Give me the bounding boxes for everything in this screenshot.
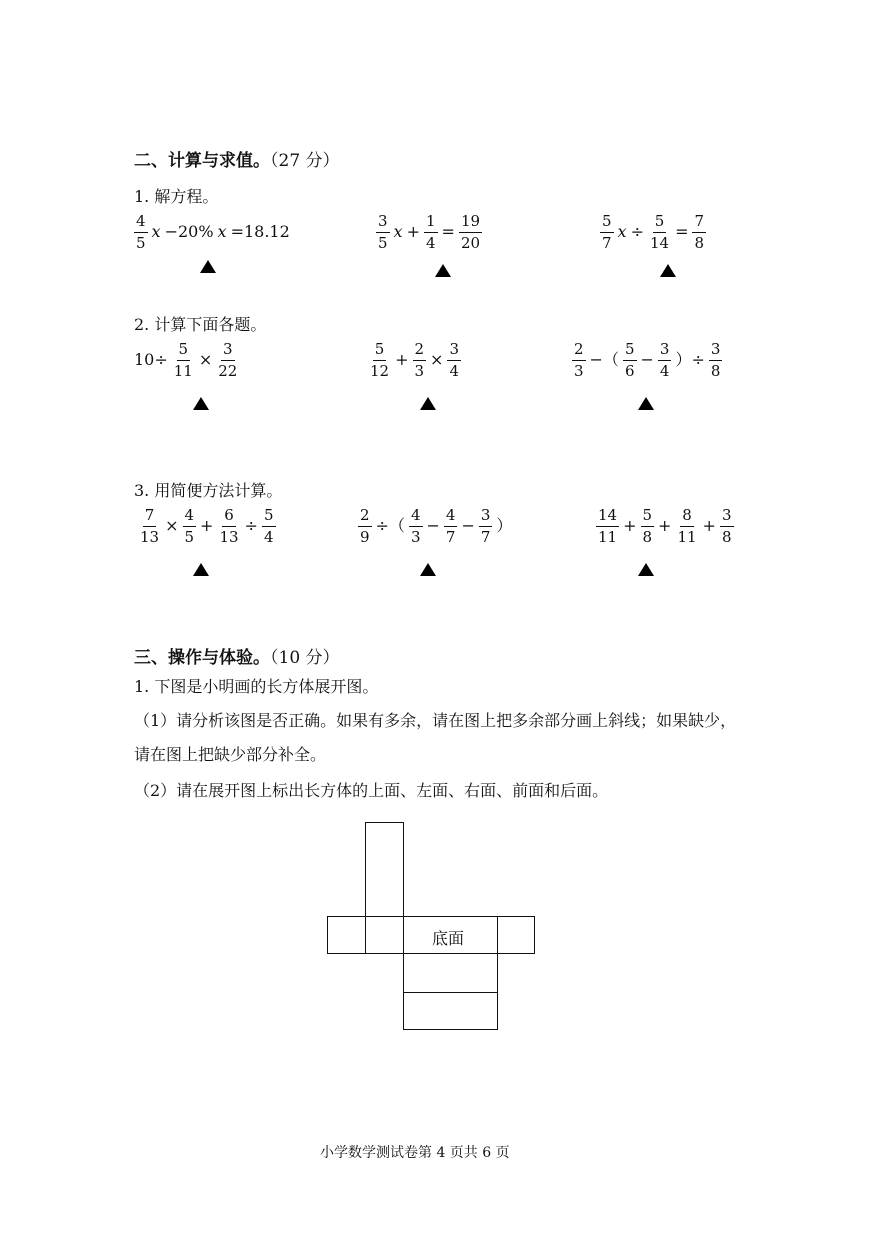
numerator: 3 bbox=[709, 340, 723, 361]
numerator: 5 bbox=[600, 212, 614, 233]
operator: + bbox=[406, 222, 420, 242]
fraction bbox=[709, 340, 723, 381]
operator: −（ bbox=[589, 350, 619, 370]
operator: ÷ bbox=[244, 516, 258, 536]
numerator: 14 bbox=[596, 506, 619, 527]
numerator: 4 bbox=[409, 506, 423, 527]
net-face-right bbox=[497, 916, 535, 954]
fraction bbox=[479, 506, 493, 547]
operator: ÷ bbox=[630, 222, 644, 242]
q3-expression-2 bbox=[356, 506, 514, 547]
q2-expression-2 bbox=[366, 340, 463, 381]
denominator: 11 bbox=[598, 527, 618, 546]
q1-equation-3 bbox=[598, 212, 708, 253]
fraction bbox=[648, 212, 671, 253]
net-face-below-2 bbox=[403, 992, 498, 1030]
denominator: 3 bbox=[414, 361, 425, 380]
fraction bbox=[138, 506, 161, 547]
section-3-heading bbox=[134, 643, 340, 668]
denominator: 9 bbox=[360, 527, 370, 546]
denominator: 7 bbox=[602, 233, 612, 252]
denominator: 6 bbox=[624, 361, 635, 380]
denominator: 22 bbox=[218, 361, 238, 380]
net-face-left-2 bbox=[365, 916, 404, 954]
fraction bbox=[447, 340, 461, 381]
operator: × bbox=[198, 350, 213, 370]
operator: −20% bbox=[164, 222, 214, 242]
numerator: 3 bbox=[447, 340, 461, 361]
black-triangle-icon bbox=[638, 563, 654, 576]
operator: × bbox=[165, 516, 179, 536]
operator: + bbox=[200, 516, 214, 536]
numerator: 4 bbox=[444, 506, 458, 527]
denominator: 12 bbox=[370, 361, 390, 380]
fraction bbox=[413, 340, 427, 381]
numerator: 5 bbox=[641, 506, 655, 527]
fraction bbox=[376, 212, 390, 253]
numerator: 5 bbox=[262, 506, 276, 527]
fraction bbox=[368, 340, 391, 381]
s3-instruction-2: （2）请在展开图上标出长方体的上面、左面、右面、前面和后面。 bbox=[134, 781, 609, 800]
net-bottom-label: 底面 bbox=[432, 929, 465, 948]
operator: − bbox=[640, 350, 654, 370]
fraction bbox=[641, 506, 655, 547]
numerator: 2 bbox=[413, 340, 427, 361]
denominator: 20 bbox=[460, 233, 481, 252]
variable: x bbox=[151, 222, 161, 242]
denominator: 5 bbox=[136, 233, 146, 252]
section-3-title: 三、操作与体验。 bbox=[134, 648, 270, 668]
denominator: 3 bbox=[410, 527, 421, 546]
fraction bbox=[444, 506, 458, 547]
operator: × bbox=[430, 350, 444, 370]
variable: x bbox=[217, 222, 227, 242]
denominator: 11 bbox=[173, 361, 193, 380]
black-triangle-icon bbox=[420, 397, 436, 410]
black-triangle-icon bbox=[660, 264, 676, 277]
numerator: 4 bbox=[134, 212, 148, 233]
denominator: 5 bbox=[184, 527, 195, 546]
black-triangle-icon bbox=[200, 260, 216, 273]
denominator: 7 bbox=[480, 527, 491, 546]
numerator: 7 bbox=[143, 506, 157, 527]
numerator: 4 bbox=[183, 506, 197, 527]
section-2-title: 二、计算与求值。 bbox=[134, 151, 270, 171]
black-triangle-icon bbox=[420, 563, 436, 576]
numerator: 2 bbox=[572, 340, 586, 361]
numerator: 7 bbox=[692, 212, 706, 233]
numerator: 5 bbox=[653, 212, 667, 233]
denominator: 14 bbox=[649, 233, 670, 252]
numerator: 3 bbox=[221, 340, 235, 361]
q1-label: 1. 解方程。 bbox=[134, 187, 219, 206]
fraction bbox=[262, 506, 276, 547]
operator: =18.12 bbox=[230, 222, 290, 242]
operator: + bbox=[623, 516, 637, 536]
fraction bbox=[459, 212, 482, 253]
denominator: 8 bbox=[694, 233, 705, 252]
denominator: 4 bbox=[425, 233, 436, 252]
net-face-top-strip bbox=[365, 822, 404, 917]
numerator: 19 bbox=[459, 212, 482, 233]
fraction bbox=[720, 506, 734, 547]
denominator: 13 bbox=[219, 527, 239, 546]
numerator: 6 bbox=[222, 506, 236, 527]
denominator: 4 bbox=[449, 361, 459, 380]
section-2-score: （27 分） bbox=[270, 151, 340, 171]
black-triangle-icon bbox=[193, 563, 209, 576]
section-2-heading bbox=[134, 146, 340, 171]
operator: + bbox=[658, 516, 672, 536]
q2-expression-3 bbox=[570, 340, 724, 381]
numerator: 8 bbox=[680, 506, 694, 527]
page-footer: 小学数学测试卷第 4 页共 6 页 bbox=[320, 1145, 510, 1161]
fraction bbox=[172, 340, 195, 381]
numerator: 3 bbox=[658, 340, 672, 361]
numerator: 3 bbox=[479, 506, 493, 527]
numerator: 1 bbox=[424, 212, 438, 233]
fraction bbox=[675, 506, 698, 547]
q1-equation-2 bbox=[374, 212, 484, 253]
numerator: 3 bbox=[376, 212, 390, 233]
operator: = bbox=[441, 222, 455, 242]
q3-expression-3 bbox=[594, 506, 736, 547]
variable: x bbox=[617, 222, 627, 242]
denominator: 13 bbox=[140, 527, 160, 546]
net-face-below-1 bbox=[403, 953, 498, 993]
operator: + bbox=[395, 350, 409, 370]
operator: − bbox=[426, 516, 440, 536]
fraction bbox=[623, 340, 637, 381]
section-3-score: （10 分） bbox=[270, 648, 340, 668]
denominator: 3 bbox=[574, 361, 584, 380]
fraction bbox=[183, 506, 197, 547]
s3-instruction-1b: 请在图上把缺少部分补全。 bbox=[134, 745, 327, 764]
s3-instruction-1a: （1）请分析该图是否正确。如果有多余，请在图上把多余部分画上斜线；如果缺少， bbox=[134, 711, 737, 730]
fraction bbox=[692, 212, 706, 253]
s3-q1-label: 1. 下图是小明画的长方体展开图。 bbox=[134, 677, 379, 696]
fraction bbox=[600, 212, 614, 253]
operator: − bbox=[461, 516, 475, 536]
operator: 10÷ bbox=[134, 350, 168, 370]
q1-equation-1 bbox=[132, 212, 292, 253]
net-face-left-1 bbox=[327, 916, 366, 954]
fraction bbox=[216, 340, 239, 381]
denominator: 7 bbox=[445, 527, 456, 546]
denominator: 8 bbox=[721, 527, 732, 546]
denominator: 8 bbox=[710, 361, 721, 380]
denominator: 5 bbox=[378, 233, 388, 252]
operator: ÷（ bbox=[375, 516, 405, 536]
denominator: 4 bbox=[263, 527, 274, 546]
operator: ）÷ bbox=[675, 350, 705, 370]
q2-label: 2. 计算下面各题。 bbox=[134, 315, 267, 334]
black-triangle-icon bbox=[193, 397, 209, 410]
fraction bbox=[572, 340, 586, 381]
black-triangle-icon bbox=[435, 264, 451, 277]
fraction bbox=[596, 506, 619, 547]
variable: x bbox=[393, 222, 403, 242]
fraction bbox=[658, 340, 672, 381]
fraction bbox=[134, 212, 148, 253]
black-triangle-icon bbox=[638, 397, 654, 410]
numerator: 5 bbox=[623, 340, 637, 361]
q2-expression-1 bbox=[132, 340, 241, 381]
operator: ） bbox=[496, 516, 513, 536]
denominator: 11 bbox=[677, 527, 697, 546]
fraction bbox=[358, 506, 372, 547]
fraction bbox=[424, 212, 438, 253]
operator: + bbox=[702, 516, 716, 536]
q3-expression-1 bbox=[136, 506, 278, 547]
fraction bbox=[409, 506, 423, 547]
numerator: 5 bbox=[373, 340, 387, 361]
operator: = bbox=[675, 222, 689, 242]
numerator: 2 bbox=[358, 506, 372, 527]
denominator: 8 bbox=[642, 527, 653, 546]
numerator: 3 bbox=[720, 506, 734, 527]
numerator: 5 bbox=[177, 340, 191, 361]
fraction bbox=[217, 506, 240, 547]
denominator: 4 bbox=[659, 361, 670, 380]
q3-label: 3. 用简便方法计算。 bbox=[134, 481, 283, 500]
